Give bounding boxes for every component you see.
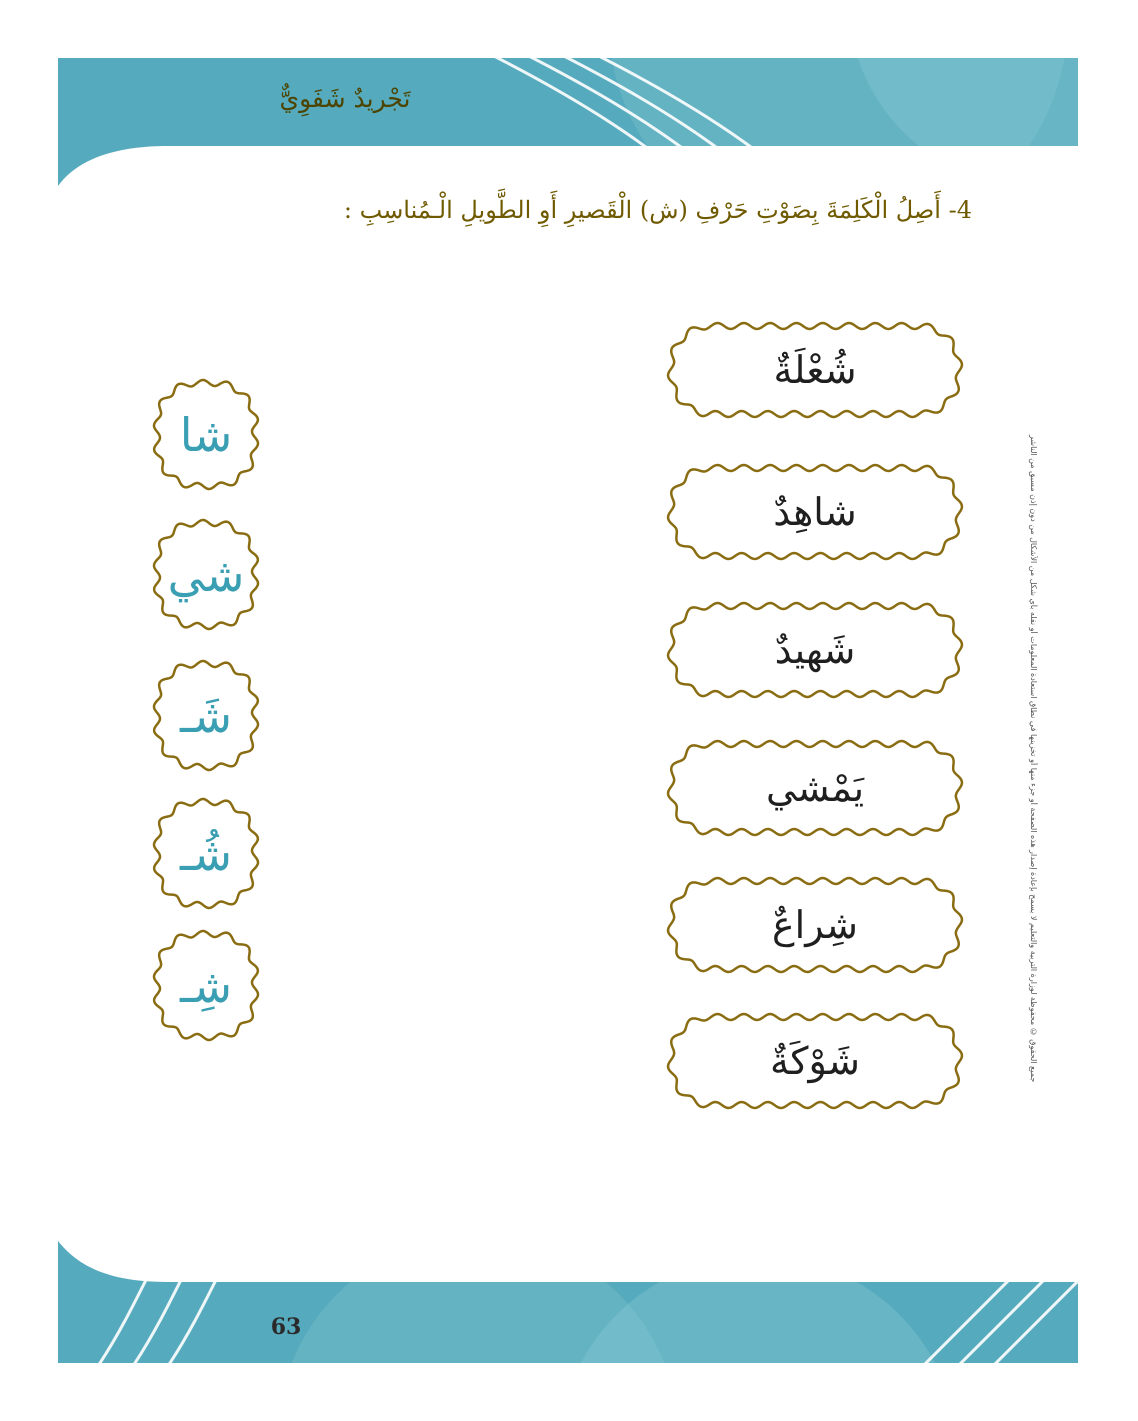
- word-card[interactable]: [665, 462, 965, 562]
- word-label: شُعْلَةٌ: [773, 348, 857, 392]
- copyright-note: جميع الحقوق © محفوظة لوزارة التربية والتعليم لا يسمح بإعادة إصدار هذه الصفحة أو جزء منها أو تخزينها في نطاق استعادة المعلومات أو نقله بأي شكل من الأشكال من دون إذن مسبق من الناشر: [1029, 434, 1038, 1082]
- syllable-label: شَـ: [179, 688, 233, 743]
- word-card[interactable]: [665, 600, 965, 700]
- word-label: شَهيدٌ: [774, 628, 856, 672]
- syllable-card[interactable]: [151, 928, 261, 1043]
- syllable-label: شِـ: [179, 958, 233, 1013]
- word-card[interactable]: [665, 320, 965, 420]
- syllable-label: شُـ: [179, 826, 233, 881]
- word-label: شِراعٌ: [771, 903, 859, 947]
- header-band: [58, 58, 1078, 190]
- footer-band: [58, 1236, 1078, 1363]
- word-label: شاهِدٌ: [773, 490, 857, 534]
- syllable-card[interactable]: [151, 517, 261, 632]
- word-card[interactable]: [665, 738, 965, 838]
- syllable-label: شي: [167, 547, 245, 602]
- word-card[interactable]: [665, 875, 965, 975]
- syllable-card[interactable]: [151, 658, 261, 773]
- word-label: يَمْشي: [765, 766, 865, 810]
- exercise-instruction: 4- أَصِلُ الْكَلِمَةَ بِصَوْتِ حَرْفِ (ش) الْقَصيرِ أَوِ الطَّويلِ الْـمُناسِبِ :: [343, 196, 972, 224]
- word-card[interactable]: [665, 1011, 965, 1111]
- page-title: تَجْريدٌ شَفَوِيٌّ: [279, 84, 411, 113]
- page-number: 63: [270, 1314, 302, 1340]
- word-label: شَوْكَةٌ: [770, 1039, 860, 1083]
- syllable-card[interactable]: [151, 796, 261, 911]
- syllable-card[interactable]: [151, 377, 261, 492]
- syllable-label: شا: [179, 407, 233, 462]
